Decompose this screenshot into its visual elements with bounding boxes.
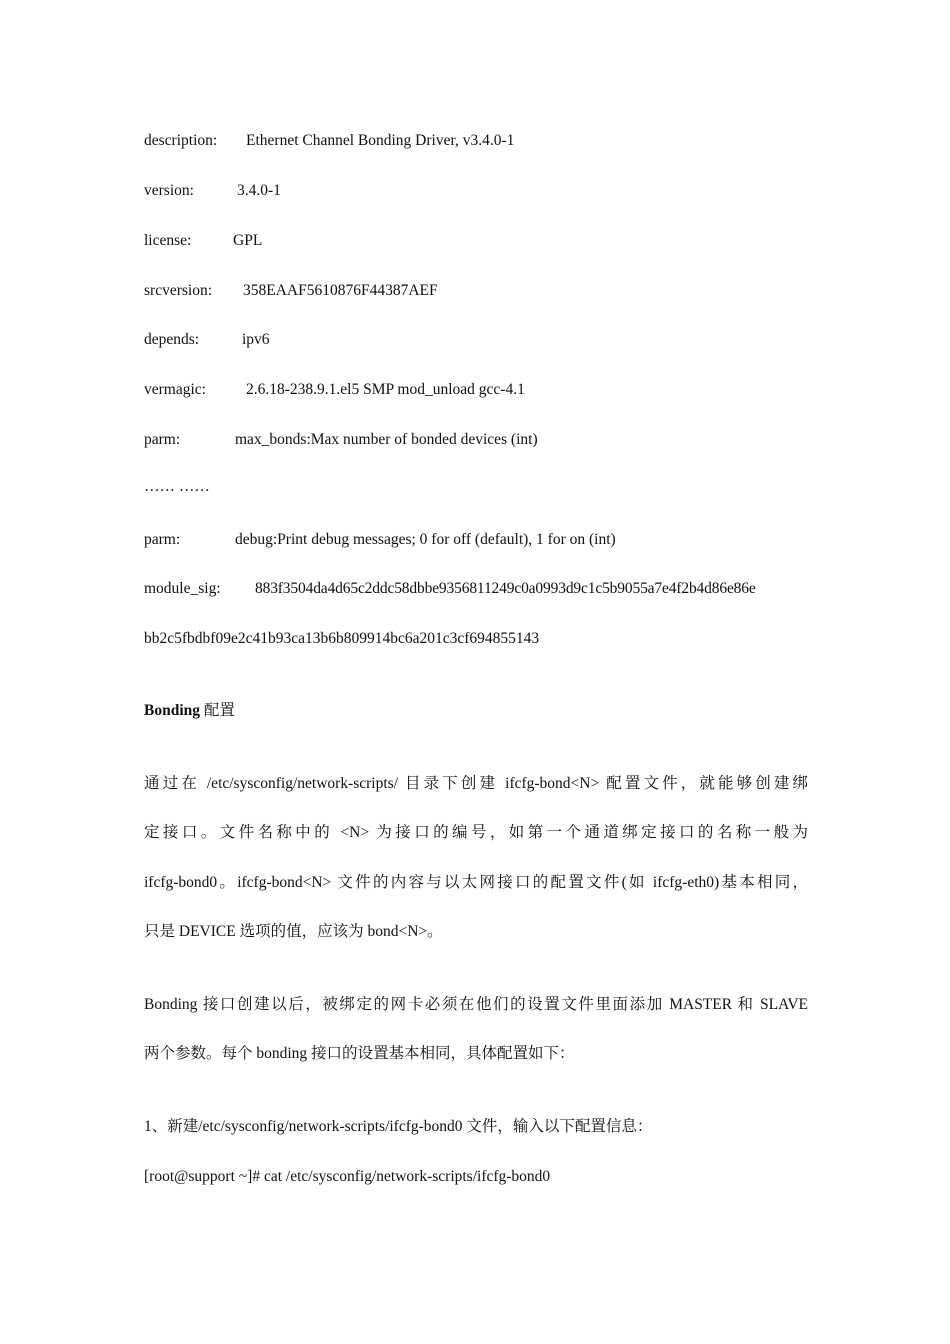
paragraph-line: 通过在 /etc/sysconfig/network-scripts/ 目录下创建 ifcfg-bond<N> 配置文件，就能够创建绑 (144, 775, 808, 792)
field-key: description: (144, 132, 218, 149)
step-instruction: 1、新建/etc/sysconfig/network-scripts/ifcfg-bond0 文件，输入以下配置信息： (144, 1118, 653, 1135)
field-key: depends: (144, 331, 200, 348)
paragraph-line: Bonding 接口创建以后，被绑定的网卡必须在他们的设置文件里面添加 MASTER 和 SLAVE (144, 996, 808, 1013)
field-key: version: (144, 182, 194, 199)
field-key: srcversion: (144, 282, 213, 299)
field-value: ipv6 (242, 331, 270, 348)
field-value: 883f3504da4d65c2ddc58dbbe9356811249c0a0993d9c1c5b9055a7e4f2b4d86e86e (255, 580, 756, 597)
field-value: GPL (233, 232, 263, 249)
field-key: license: (144, 232, 192, 249)
field-value: 358EAAF5610876F44387AEF (243, 282, 438, 299)
signature-continuation: bb2c5fbdbf09e2c41b93ca13b6b809914bc6a201c3cf694855143 (144, 630, 540, 647)
field-key: module_sig: (144, 580, 221, 597)
field-value: 2.6.18-238.9.1.el5 SMP mod_unload gcc-4.1 (246, 381, 525, 398)
field-value: 3.4.0-1 (237, 182, 281, 199)
command-line: [root@support ~]# cat /etc/sysconfig/network-scripts/ifcfg-bond0 (144, 1168, 551, 1185)
section-heading (144, 701, 235, 721)
field-value: Ethernet Channel Bonding Driver, v3.4.0-1 (246, 132, 515, 149)
section-heading-bold: Bonding (144, 702, 201, 719)
field-key: parm: (144, 431, 181, 448)
field-value: debug:Print debug messages; 0 for off (default), 1 for on (int) (235, 531, 616, 548)
paragraph-line: ifcfg-bond0。ifcfg-bond<N> 文件的内容与以太网接口的配置文件(如 ifcfg-eth0)基本相同， (144, 874, 808, 891)
paragraph-line: 两个参数。每个 bonding 接口的设置基本相同，具体配置如下： (144, 1045, 575, 1062)
field-key: vermagic: (144, 381, 206, 398)
section-heading-rest: 配置 (200, 702, 235, 719)
field-value: max_bonds:Max number of bonded devices (int) (235, 431, 538, 448)
paragraph-line: 定接口。文件名称中的 <N> 为接口的编号，如第一个通道绑定接口的名称一般为 (144, 824, 808, 841)
field-key: parm: (144, 531, 181, 548)
ellipsis: …… …… (144, 478, 210, 495)
paragraph-line: 只是 DEVICE 选项的值，应该为 bond<N>。 (144, 923, 443, 940)
